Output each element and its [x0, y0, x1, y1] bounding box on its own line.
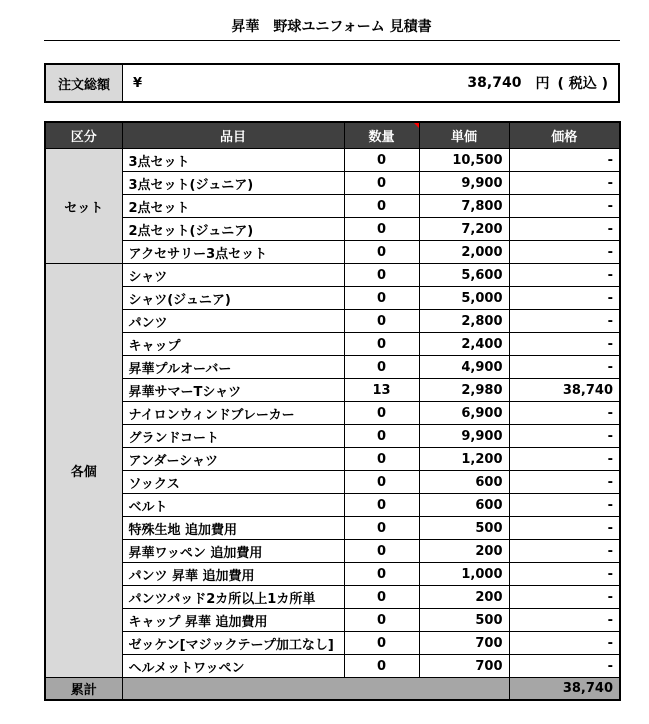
price-cell: - — [509, 563, 620, 586]
title-underline — [44, 40, 620, 41]
item-name-cell: ヘルメットワッペン — [122, 655, 344, 678]
table-row — [45, 655, 620, 678]
item-name-cell: グランドコート — [122, 425, 344, 448]
price-cell: - — [509, 287, 620, 310]
unit-price-cell: 4,900 — [419, 356, 509, 379]
unit-price-cell: 2,000 — [419, 241, 509, 264]
price-cell: - — [509, 218, 620, 241]
document-title: 昇華 野球ユニフォーム 見積書 — [231, 19, 432, 35]
order-total-amount: 38,740 — [467, 75, 522, 91]
unit-price-cell: 5,600 — [419, 264, 509, 287]
quantity-cell[interactable]: 0 — [344, 333, 419, 356]
currency-symbol: ¥ — [133, 75, 143, 91]
quantity-cell[interactable]: 0 — [344, 218, 419, 241]
header-quantity: 数量 — [344, 122, 419, 149]
price-cell: - — [509, 632, 620, 655]
quantity-cell[interactable]: 0 — [344, 609, 419, 632]
price-cell: - — [509, 356, 620, 379]
quantity-cell[interactable]: 0 — [344, 655, 419, 678]
quantity-cell[interactable]: 0 — [344, 172, 419, 195]
item-name-cell: ベルト — [122, 494, 344, 517]
tax-note: ( 税込 ) — [557, 76, 608, 92]
price-cell: - — [509, 264, 620, 287]
quantity-cell[interactable]: 0 — [344, 563, 419, 586]
table-row — [45, 402, 620, 425]
item-name-cell: 3点セット(ジュニア) — [122, 172, 344, 195]
quantity-cell[interactable]: 0 — [344, 494, 419, 517]
quantity-cell[interactable]: 0 — [344, 264, 419, 287]
price-cell: - — [509, 241, 620, 264]
table-header-row — [45, 122, 620, 149]
quantity-cell[interactable]: 0 — [344, 448, 419, 471]
category-cell: 各個 — [45, 264, 122, 678]
unit-price-cell: 9,900 — [419, 425, 509, 448]
price-cell: - — [509, 149, 620, 172]
table-row — [45, 517, 620, 540]
quantity-cell[interactable]: 0 — [344, 540, 419, 563]
unit-price-cell: 9,900 — [419, 172, 509, 195]
item-name-cell: 3点セット — [122, 149, 344, 172]
price-cell: - — [509, 540, 620, 563]
table-row — [45, 356, 620, 379]
quantity-cell[interactable]: 0 — [344, 149, 419, 172]
unit-price-cell: 700 — [419, 632, 509, 655]
unit-price-cell: 700 — [419, 655, 509, 678]
quantity-cell[interactable]: 0 — [344, 425, 419, 448]
quantity-cell[interactable]: 0 — [344, 310, 419, 333]
quantity-cell[interactable]: 0 — [344, 586, 419, 609]
item-name-cell: 2点セット — [122, 195, 344, 218]
table-row — [45, 609, 620, 632]
price-cell: - — [509, 448, 620, 471]
unit-price-cell: 7,200 — [419, 218, 509, 241]
table-row — [45, 218, 620, 241]
table-row — [45, 195, 620, 218]
unit-price-cell: 2,800 — [419, 310, 509, 333]
order-total-value — [203, 65, 618, 101]
summary-label: 累計 — [45, 678, 122, 701]
summary-total: 38,740 — [509, 678, 620, 701]
item-name-cell: 昇華ワッペン 追加費用 — [122, 540, 344, 563]
unit-price-cell: 1,200 — [419, 448, 509, 471]
unit-price-cell: 5,000 — [419, 287, 509, 310]
price-cell: - — [509, 425, 620, 448]
price-cell: - — [509, 655, 620, 678]
header-category: 区分 — [45, 122, 122, 149]
price-cell: - — [509, 586, 620, 609]
table-row — [45, 563, 620, 586]
price-cell: - — [509, 195, 620, 218]
price-cell: - — [509, 471, 620, 494]
quantity-cell[interactable]: 0 — [344, 632, 419, 655]
header-item: 品目 — [122, 122, 344, 149]
table-row — [45, 540, 620, 563]
quantity-cell[interactable]: 0 — [344, 287, 419, 310]
price-cell: - — [509, 310, 620, 333]
item-name-cell: パンツパッド2カ所以上1カ所単 — [122, 586, 344, 609]
unit-price-cell: 500 — [419, 517, 509, 540]
price-cell: - — [509, 609, 620, 632]
table-row — [45, 149, 620, 172]
table-row — [45, 494, 620, 517]
item-name-cell: 昇華プルオーバー — [122, 356, 344, 379]
item-name-cell: キャップ 昇華 追加費用 — [122, 609, 344, 632]
price-cell: - — [509, 172, 620, 195]
table-row — [45, 241, 620, 264]
item-name-cell: シャツ — [122, 264, 344, 287]
item-name-cell: 昇華サマーTシャツ — [122, 379, 344, 402]
unit-price-cell: 1,000 — [419, 563, 509, 586]
quantity-cell[interactable]: 13 — [344, 379, 419, 402]
table-row — [45, 287, 620, 310]
table-row — [45, 448, 620, 471]
price-cell: - — [509, 494, 620, 517]
unit-price-cell: 500 — [419, 609, 509, 632]
unit-price-cell: 7,800 — [419, 195, 509, 218]
table-row — [45, 310, 620, 333]
table-row — [45, 172, 620, 195]
item-name-cell: アクセサリー3点セット — [122, 241, 344, 264]
header-unit-price: 単価 — [419, 122, 509, 149]
table-row — [45, 425, 620, 448]
table-row — [45, 264, 620, 287]
price-cell: 38,740 — [509, 379, 620, 402]
order-total-label: 注文総額 — [46, 65, 123, 101]
table-row — [45, 632, 620, 655]
unit-price-cell: 6,900 — [419, 402, 509, 425]
header-price: 価格 — [509, 122, 620, 149]
summary-row — [45, 678, 620, 701]
table-row — [45, 471, 620, 494]
table-row — [45, 333, 620, 356]
price-cell: - — [509, 402, 620, 425]
unit-price-cell: 200 — [419, 586, 509, 609]
price-cell: - — [509, 333, 620, 356]
quantity-cell[interactable]: 0 — [344, 517, 419, 540]
price-cell: - — [509, 517, 620, 540]
quantity-cell[interactable]: 0 — [344, 356, 419, 379]
unit-price-cell: 600 — [419, 471, 509, 494]
item-name-cell: 特殊生地 追加費用 — [122, 517, 344, 540]
order-total-box — [44, 63, 620, 103]
quote-table — [44, 121, 621, 701]
quantity-cell[interactable]: 0 — [344, 402, 419, 425]
item-name-cell: ゼッケン[マジックテープ加工なし] — [122, 632, 344, 655]
unit-price-cell: 2,980 — [419, 379, 509, 402]
item-name-cell: ソックス — [122, 471, 344, 494]
item-name-cell: キャップ — [122, 333, 344, 356]
quantity-cell[interactable]: 0 — [344, 195, 419, 218]
item-name-cell: アンダーシャツ — [122, 448, 344, 471]
item-name-cell: ナイロンウィンドブレーカー — [122, 402, 344, 425]
item-name-cell: パンツ — [122, 310, 344, 333]
table-row — [45, 379, 620, 402]
quantity-cell[interactable]: 0 — [344, 241, 419, 264]
item-name-cell: 2点セット(ジュニア) — [122, 218, 344, 241]
order-total-unit: 円 — [535, 76, 550, 92]
category-cell: セット — [45, 149, 122, 264]
unit-price-cell: 2,400 — [419, 333, 509, 356]
quantity-cell[interactable]: 0 — [344, 471, 419, 494]
summary-blank — [122, 678, 509, 701]
table-row — [45, 586, 620, 609]
unit-price-cell: 200 — [419, 540, 509, 563]
item-name-cell: シャツ(ジュニア) — [122, 287, 344, 310]
comment-indicator-icon[interactable] — [414, 123, 419, 128]
item-name-cell: パンツ 昇華 追加費用 — [122, 563, 344, 586]
unit-price-cell: 10,500 — [419, 149, 509, 172]
unit-price-cell: 600 — [419, 494, 509, 517]
